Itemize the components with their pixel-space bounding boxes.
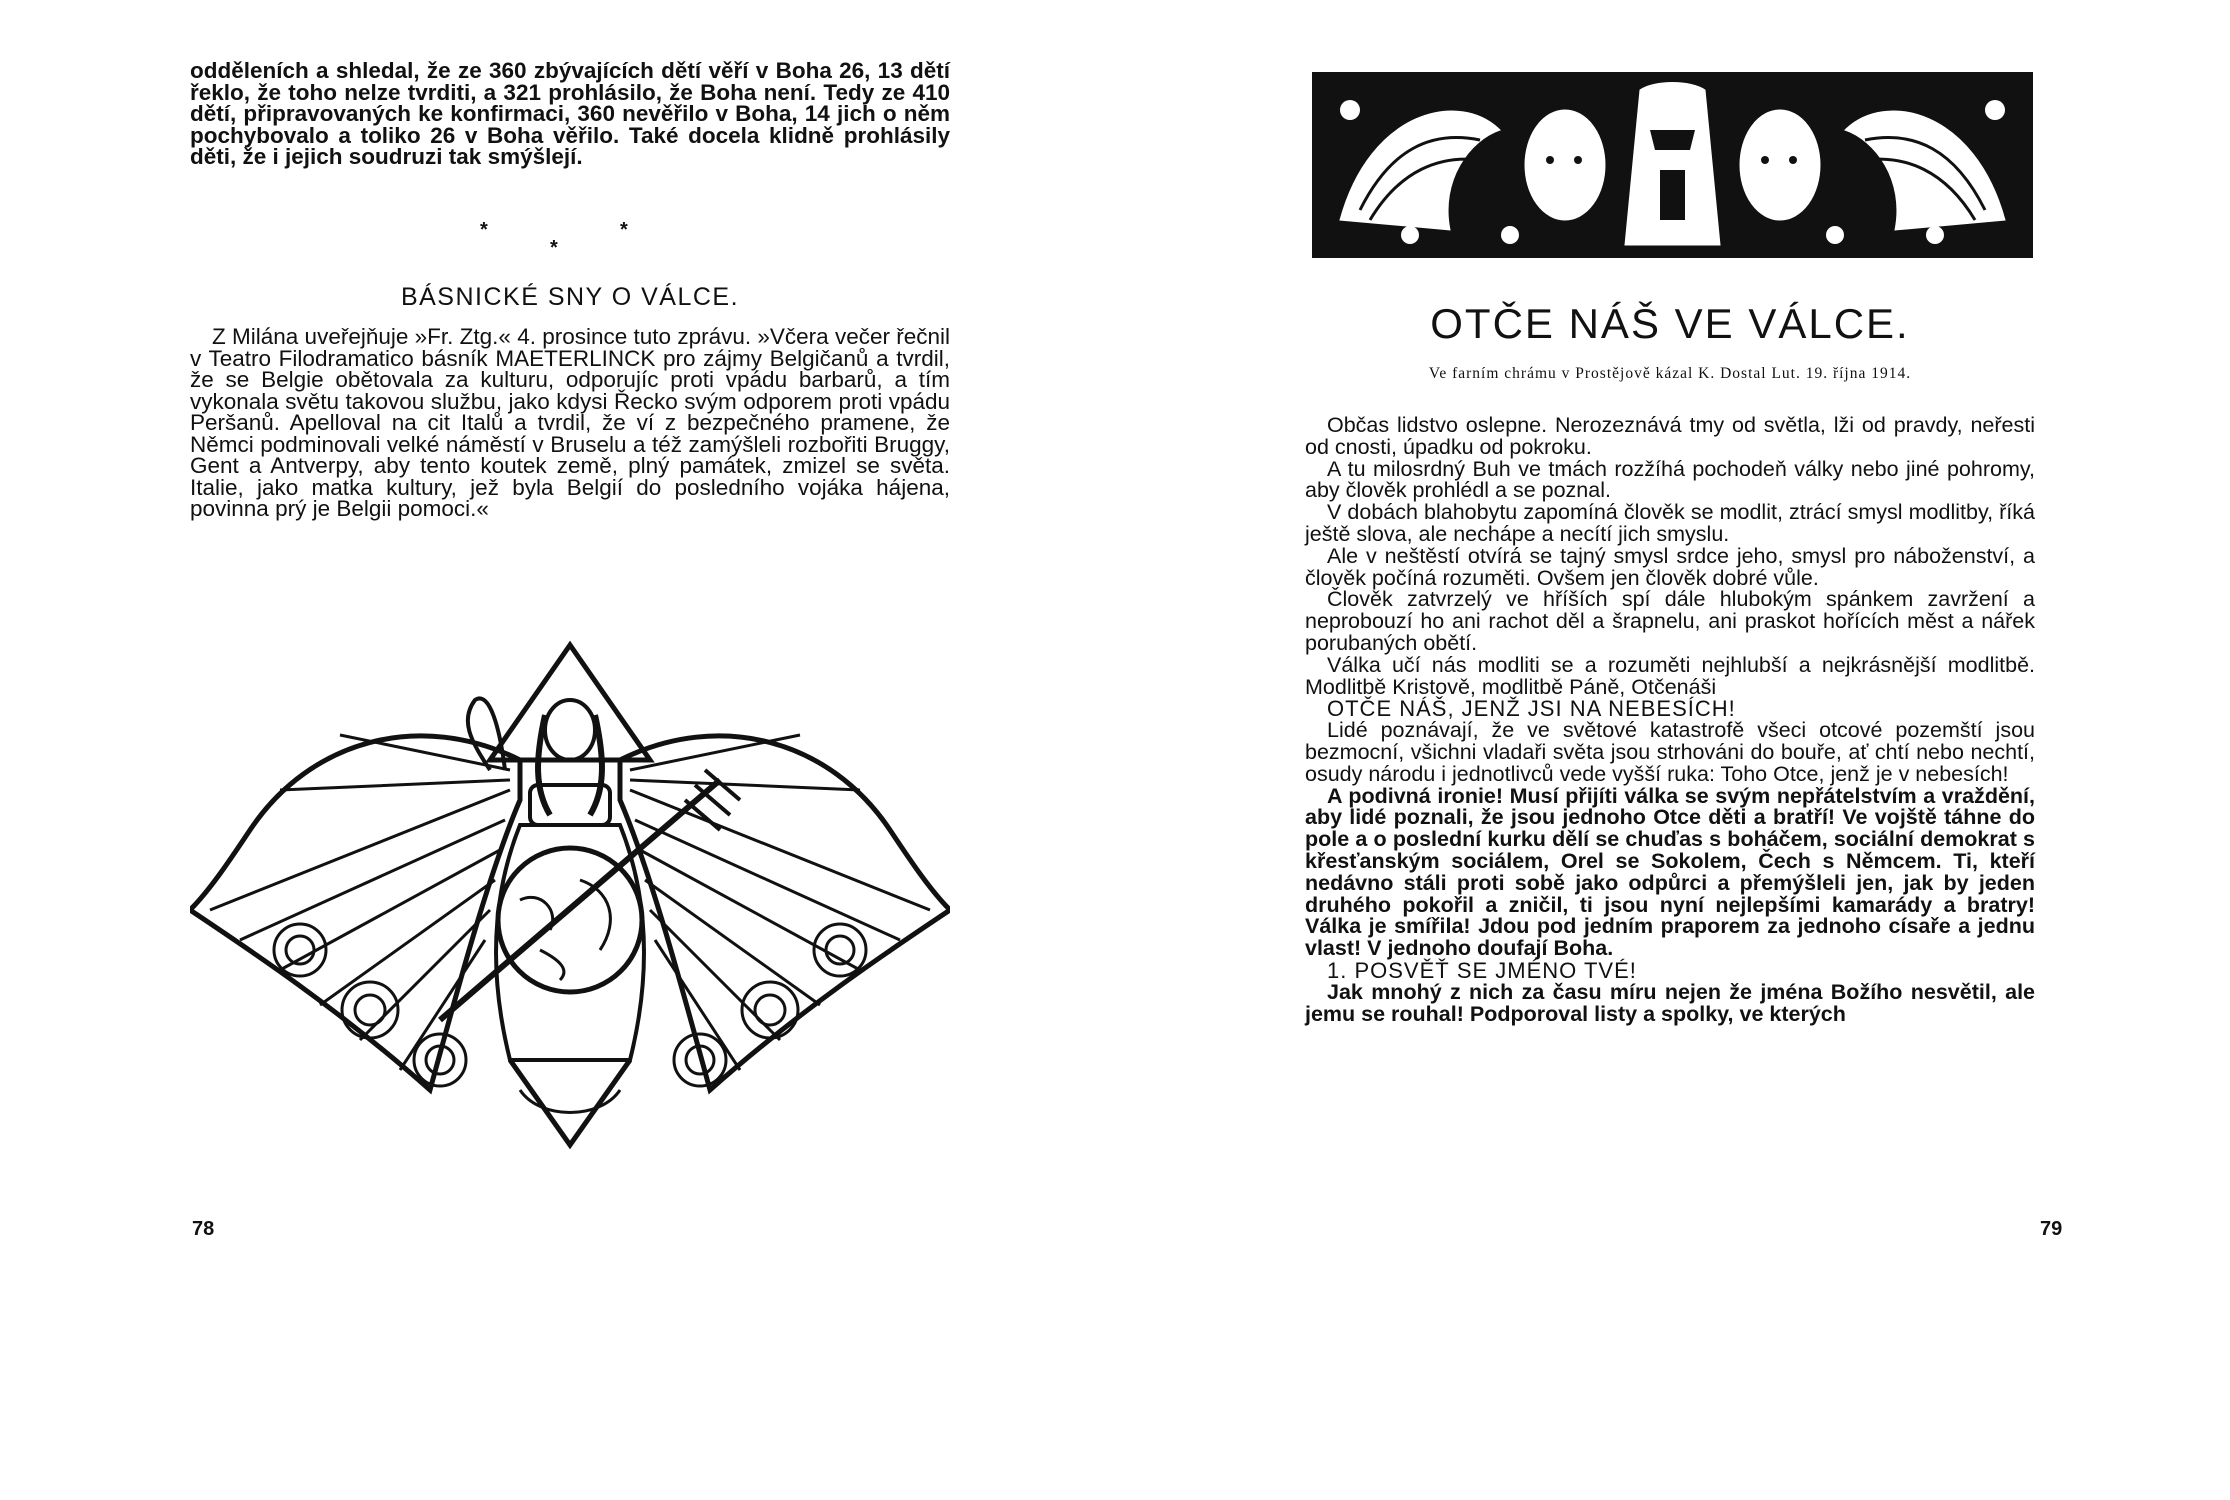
sermon-paragraph: Občas lidstvo oslepne. Nerozeznává tmy od světla, lži od pravdy, neřesti od cnosti, úpadku od pokroku. (1305, 413, 2035, 459)
sermon-paragraph: Ale v neštěstí otvírá se tajný smysl srdce jeho, smysl pro náboženství, a člověk počíná rozuměti. Ovšem jen člověk dobré vůle. (1305, 543, 2035, 590)
sermon-paragraph: Válka učí nás modliti se a rozuměti nejhlubší a nejkrásnější modlitbě. Modlitbě Kristově, modlitbě Páně, Otčenáši (1305, 652, 2035, 699)
sermon-body (1305, 415, 2035, 1025)
asterism-star: * (550, 237, 558, 259)
sermon-title: OTČE NÁŠ VE VÁLCE. (1430, 300, 1910, 347)
sermon-subtitle: Ve farním chrámu v Prostějově kázal K. Dostal Lut. 19. října 1914. (1428, 365, 1912, 382)
sermon-paragraph: Lidé poznávají, že ve světové katastrofě všeci otcové pozemští jsou bezmocní, všichni vladaři světa jsou strhováni do bouře, ať chtí nebo nechtí, osudy národu i jednotlivců vede vyšší ruka: Toho Otce, jenž je v nebesích! (1305, 718, 2035, 786)
sermon-paragraph: A podivná ironie! Musí přijíti válka se svým nepřátelstvím a vraždění, aby lidé poznali, že jsou jednoho Otce děti a bratří! Ve vojště táhne do pole a o poslední kurku dělí se chuďas s boháčem, sociální demokrat s křesťanským sociálem, Orel se Sokolem, Čech s Němcem. Ti, kteří nedávno stáli proti sobě jako odpůrci a přemýšleli jen, jak by jeden druhého pokořil a zničil, ti jsou nyní nejlepšími kamarády a bratry! Válka je smířila! Jdou pod jedním praporem za jednoho císaře a jednu vlast! V jednoho doufají Boha. (1305, 783, 2035, 961)
article-heading: BÁSNICKÉ SNY O VÁLCE. (400, 283, 740, 311)
sermon-paragraph: A tu milosrdný Buh ve tmách rozžíhá pochodeň války nebo jiné pohromy, aby člověk prohlédl a se poznal. (1305, 456, 2035, 503)
sermon-paragraph: V dobách blahobytu zapomíná člověk se modlit, ztrácí smysl modlitby, říká ještě slova, ale nechápe a necítí jich smyslu. (1305, 500, 2035, 546)
prayer-invocation: 1. POSVĚŤ SE JMÉNO TVÉ! (1327, 957, 1637, 983)
asterism-star: * (480, 219, 488, 241)
article-paragraph: Z Milána uveřejňuje »Fr. Ztg.« 4. prosince tuto zprávu. »Včera večer řečnil v Teatro Filodramatico básník MAETERLINCK pro zájmy Belgičanů a tvrdil, že se Belgie obětovala za kulturu, odporujíc proti vpádu barbarů, a tím vykonala světu takovou službu, jako kdysi Řecko svým odporem proti vpádu Peršanů. Apelloval na cit Italů a tvrdil, že ví z bezpečného pramene, že Němci podminovali velké náměstí v Bruselu a též zamýšleli rozbořiti Bruggy, Gent a Antverpy, aby tento koutek země, plný památek, zmizel se světa. Italie, jako matka kultury, jež byla Belgií do posledního vojáka hájena, povinna prý je Belgii pomoci.« (190, 324, 950, 521)
decorative-banner-illustration (1310, 70, 2035, 260)
sermon-paragraph: Jak mnohý z nich za času míru nejen že jména Božího nesvětil, ale jemu se rouhal! Podporoval listy a spolky, ve kterých (1305, 979, 2035, 1026)
sermon-paragraph: Člověk zatvrzelý ve hříších spí dále hlubokým spánkem zavržení a neprobouzí ho ani rachot děl a šrapnelu, ani praskot hořících měst a nářek porubaných obětí. (1305, 587, 2035, 655)
page-number: 78 (192, 1218, 215, 1240)
page-number: 79 (2040, 1218, 2063, 1240)
winged-figure-illustration (190, 620, 950, 1150)
prayer-invocation: OTČE NÁŠ, JENŽ JSI NA NEBESÍCH! (1327, 696, 1736, 722)
asterism-star: * (620, 219, 628, 241)
intro-paragraph: odděleních a shledal, že ze 360 zbývajících dětí věří v Boha 26, 13 dětí řeklo, že toho nelze tvrditi, a 321 prohlásilo, že Boha není. Tedy ze 410 dětí, připravovaných ke konfirmaci, 360 nevěřilo v Boha, 14 jich o něm pochybovalo a toliko 26 v Boha věřilo. Také docela klidně prohlásily děti, že i jejich soudruzi tak smýšlejí. (190, 58, 950, 169)
right-page (1115, 0, 2230, 1500)
asterism (480, 210, 650, 260)
